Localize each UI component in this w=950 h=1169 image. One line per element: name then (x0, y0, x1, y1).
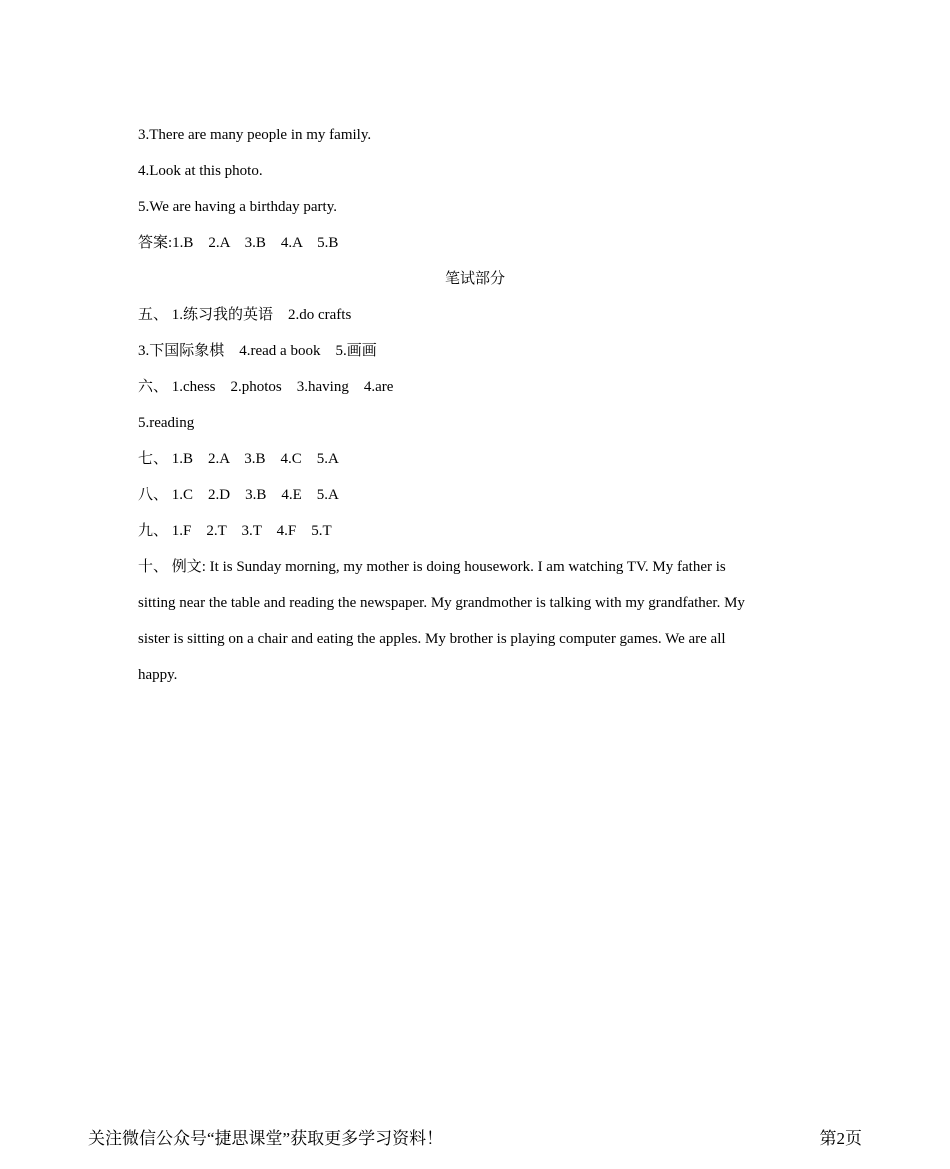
listening-answers: 答案:1.B 2.A 3.B 4.A 5.B (138, 235, 339, 251)
written-section-heading: 笔试部分 (444, 271, 505, 287)
section-five-line-1: 五、 1.练习我的英语 2.do crafts (138, 307, 352, 323)
section-six-line-1: 六、 1.chess 2.photos 3.having 4.are (138, 379, 394, 395)
essay-line-1: 十、 例文: It is Sunday morning, my mother is doing housework. I am watching TV. My father is (138, 559, 726, 575)
listening-line-4: 4.Look at this photo. (138, 163, 263, 179)
section-seven: 七、 1.B 2.A 3.B 4.C 5.A (138, 451, 339, 467)
listening-line-5: 5.We are having a birthday party. (138, 199, 337, 215)
essay-line-4: happy. (138, 667, 178, 683)
essay-line-2: sitting near the table and reading the newspaper. My grandmother is talking with my grandfather. My (138, 595, 745, 611)
section-five-line-2: 3.下国际象棋 4.read a book 5.画画 (138, 343, 377, 359)
essay-line-3: sister is sitting on a chair and eating the apples. My brother is playing computer games. We are all (138, 631, 726, 647)
answer-content (138, 117, 808, 693)
section-eight: 八、 1.C 2.D 3.B 4.E 5.A (138, 487, 339, 503)
listening-line-3: 3.There are many people in my family. (138, 127, 372, 143)
section-nine: 九、 1.F 2.T 3.T 4.F 5.T (138, 523, 332, 539)
page-number: 第2页 (819, 1129, 862, 1148)
footer-promo: 关注微信公众号“捷思课堂”获取更多学习资料！ (88, 1129, 444, 1148)
section-six-line-2: 5.reading (138, 415, 195, 431)
